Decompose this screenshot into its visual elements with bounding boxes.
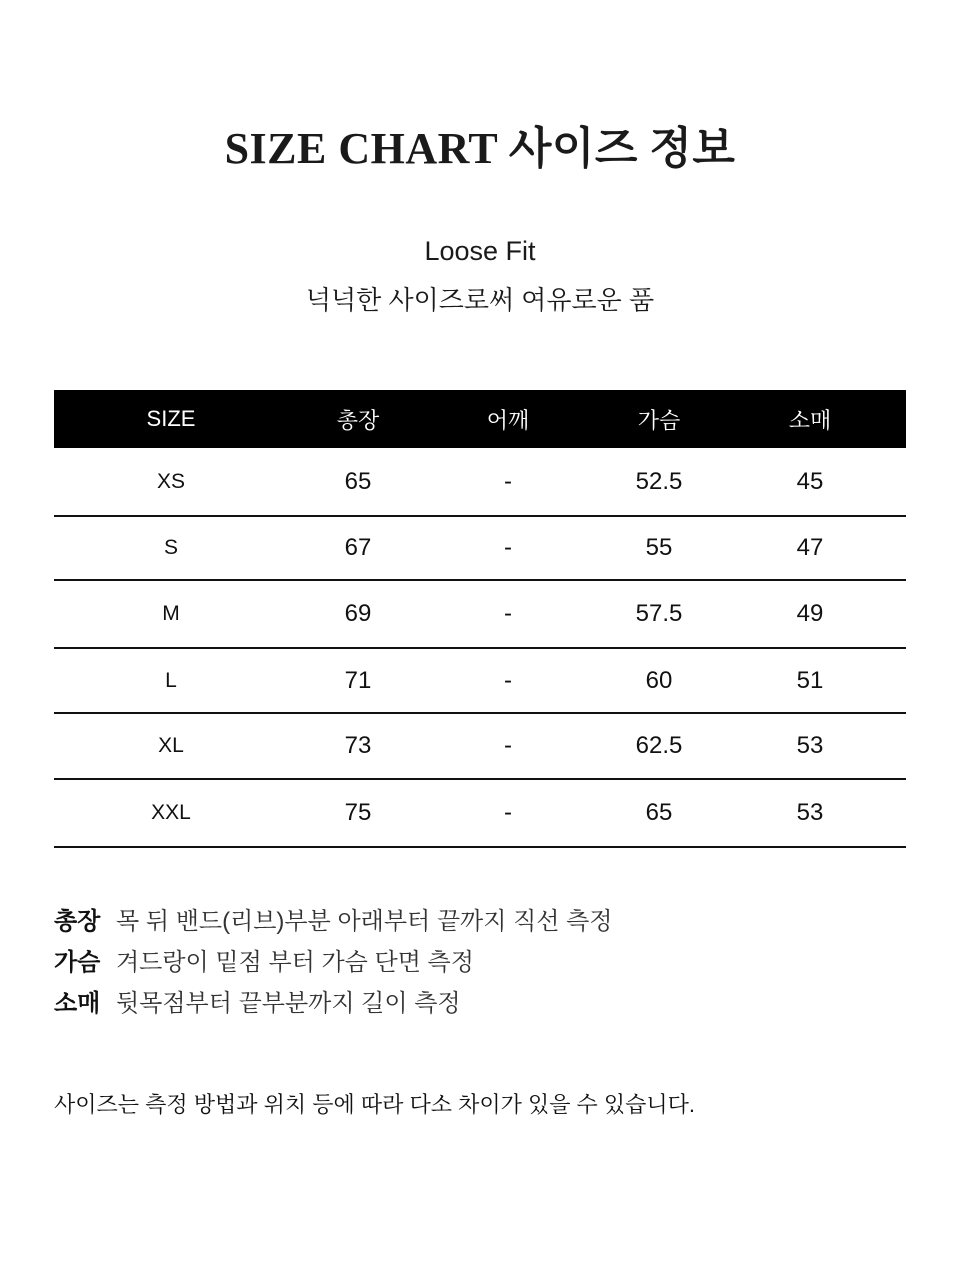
fit-description: 넉넉한 사이즈로써 여유로운 품 [305,285,655,315]
cell-chest: 65 [645,799,673,826]
size-table [54,390,906,848]
page-title: SIZE CHART 사이즈 정보 [224,124,736,173]
note-length [54,898,613,939]
cell-size: L [165,668,177,692]
note-text: 겨드랑이 밑점 부터 가슴 단면 측정 [116,949,474,976]
table-row [54,649,906,714]
note-key: 총장 [54,908,101,935]
cell-chest: 55 [645,534,673,561]
cell-length: 75 [344,799,372,826]
table-row [54,581,906,649]
cell-chest: 57.5 [635,600,683,627]
cell-length: 73 [344,732,372,759]
cell-sleeve: 53 [796,732,824,759]
cell-shoulder: - [504,600,512,627]
note-chest [54,939,613,980]
cell-size: XS [156,469,185,493]
cell-chest: 52.5 [635,467,683,495]
note-text: 목 뒤 밴드(리브)부분 아래부터 끝까지 직선 측정 [116,908,613,935]
cell-length: 71 [344,666,372,694]
cell-sleeve: 45 [796,467,824,495]
cell-chest: 60 [645,666,673,694]
cell-sleeve: 47 [796,534,824,561]
disclaimer: 사이즈는 측정 방법과 위치 등에 따라 다소 차이가 있을 수 있습니다. [54,1092,696,1117]
header-sleeve: 소매 [788,407,832,433]
cell-shoulder: - [504,666,512,694]
cell-sleeve: 49 [796,600,824,627]
header-size: SIZE [146,406,196,431]
fit-name: Loose Fit [424,236,536,266]
cell-size: XL [158,734,184,757]
cell-shoulder: - [504,534,512,561]
cell-size: M [162,602,180,625]
cell-length: 65 [344,467,372,495]
measurement-notes [54,898,613,1021]
table-row [54,780,906,848]
table-header [54,390,906,448]
header-shoulder: 어깨 [486,407,530,433]
cell-chest: 62.5 [635,732,683,759]
cell-length: 67 [344,534,372,561]
cell-sleeve: 51 [796,666,824,694]
header-length: 총장 [336,407,380,433]
cell-shoulder: - [504,467,512,495]
cell-length: 69 [344,600,372,627]
note-sleeve [54,980,613,1021]
header-chest: 가슴 [637,407,681,433]
cell-size: S [163,536,178,559]
note-key: 소매 [54,990,101,1017]
table-row [54,448,906,517]
cell-size: XXL [151,801,191,824]
table-row [54,517,906,581]
cell-sleeve: 53 [796,799,824,826]
cell-shoulder: - [504,732,512,759]
table-row [54,714,906,780]
cell-shoulder: - [504,799,512,826]
note-key: 가슴 [54,949,101,976]
note-text: 뒷목점부터 끝부분까지 길이 측정 [116,990,461,1017]
